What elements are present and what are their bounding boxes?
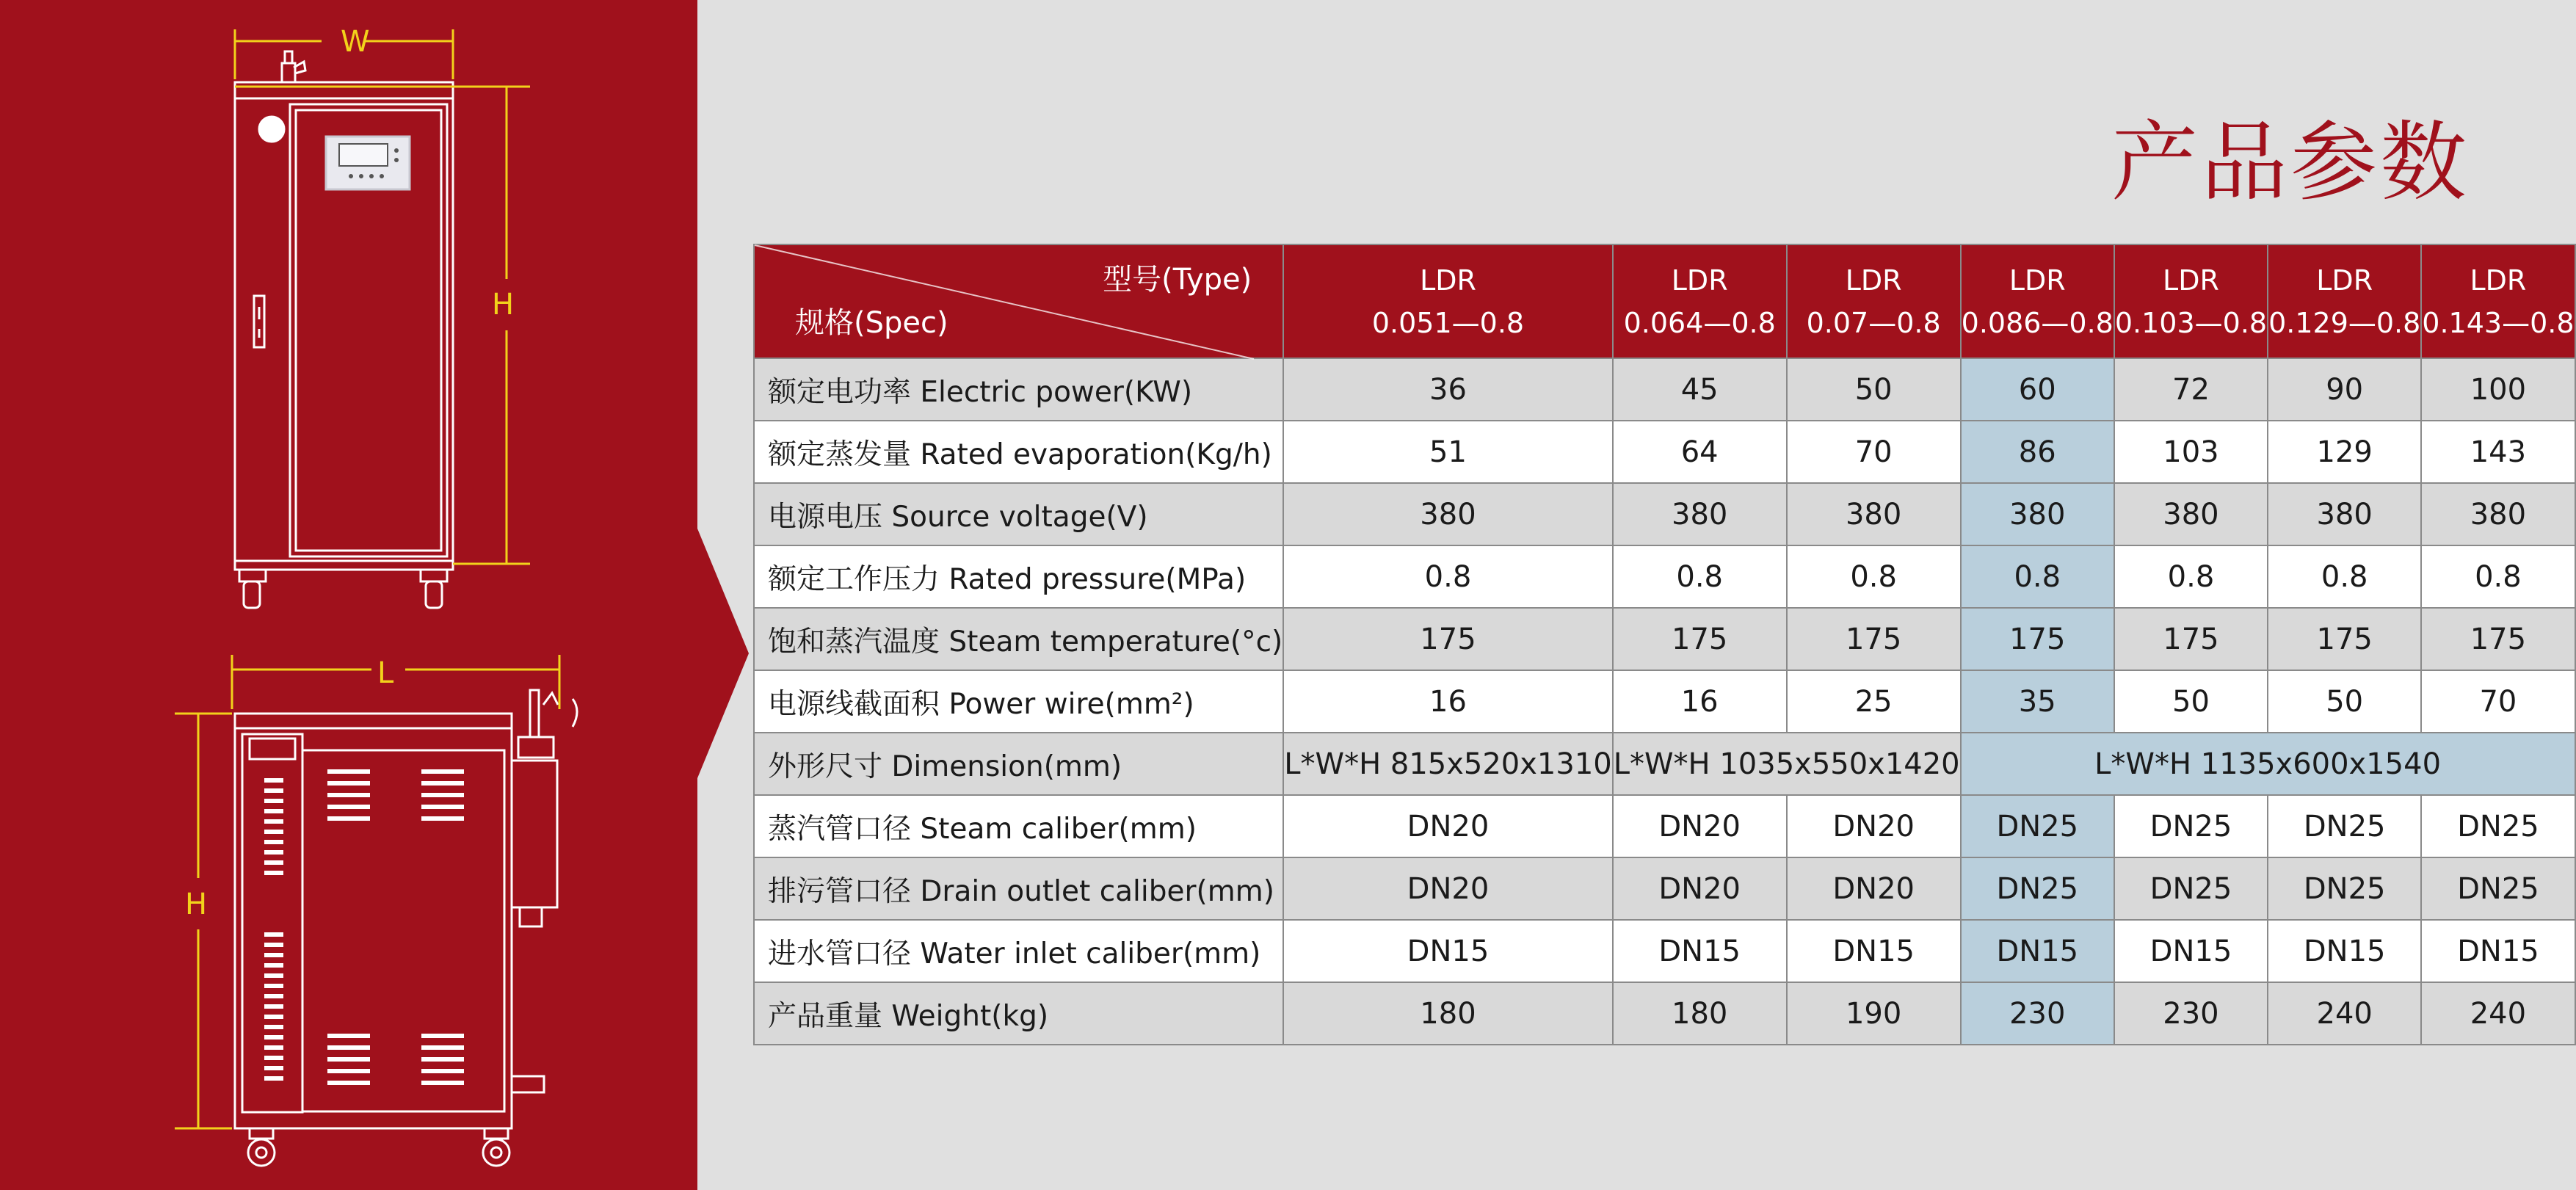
table-cell: 50 bbox=[1787, 358, 1961, 421]
table-header-row bbox=[754, 244, 2575, 358]
table-row bbox=[754, 670, 2575, 733]
table-row bbox=[754, 421, 2575, 483]
table-cell: L*W*H 1135x600x1540 bbox=[1961, 733, 2575, 795]
table-cell: DN20 bbox=[1283, 795, 1612, 857]
table-cell: DN20 bbox=[1787, 857, 1961, 920]
param-label: 额定蒸发量 Rated evaporation(Kg/h) bbox=[754, 421, 1283, 483]
table-row bbox=[754, 795, 2575, 857]
side-height-label: H bbox=[185, 888, 208, 921]
table-cell: DN20 bbox=[1613, 795, 1787, 857]
table-cell: 380 bbox=[1961, 483, 2114, 545]
table-cell: 64 bbox=[1613, 421, 1787, 483]
model-header: LDR 0.129—0.8 bbox=[2268, 244, 2421, 358]
table-row bbox=[754, 733, 2575, 795]
side-vent-slots bbox=[264, 769, 464, 1085]
table-cell: 175 bbox=[1613, 608, 1787, 670]
side-view-drawing bbox=[235, 690, 577, 1166]
table-row bbox=[754, 857, 2575, 920]
table-cell: 380 bbox=[2421, 483, 2575, 545]
table-row bbox=[754, 920, 2575, 982]
table-cell: 60 bbox=[1961, 358, 2114, 421]
table-cell: DN15 bbox=[2421, 920, 2575, 982]
table-cell: 0.8 bbox=[1283, 545, 1612, 608]
table-cell: DN15 bbox=[2114, 920, 2268, 982]
table-cell: 190 bbox=[1787, 982, 1961, 1045]
table-cell: DN20 bbox=[1613, 857, 1787, 920]
table-cell: 0.8 bbox=[2114, 545, 2268, 608]
table-cell: 100 bbox=[2421, 358, 2575, 421]
table-cell: 240 bbox=[2421, 982, 2575, 1045]
param-label: 额定电功率 Electric power(KW) bbox=[754, 358, 1283, 421]
table-cell: 230 bbox=[2114, 982, 2268, 1045]
front-view-drawing bbox=[235, 51, 453, 608]
front-width-label: W bbox=[341, 25, 370, 59]
table-cell: DN15 bbox=[2268, 920, 2421, 982]
table-cell: 0.8 bbox=[2421, 545, 2575, 608]
table-cell: 72 bbox=[2114, 358, 2268, 421]
table-cell: 175 bbox=[2114, 608, 2268, 670]
table-cell: DN20 bbox=[1283, 857, 1612, 920]
table-cell: DN25 bbox=[2114, 795, 2268, 857]
table-cell: 175 bbox=[2268, 608, 2421, 670]
table-cell: 380 bbox=[1613, 483, 1787, 545]
table-cell: 380 bbox=[1787, 483, 1961, 545]
table-cell: 0.8 bbox=[2268, 545, 2421, 608]
table-cell: DN25 bbox=[2421, 857, 2575, 920]
param-label: 蒸汽管口径 Steam caliber(mm) bbox=[754, 795, 1283, 857]
table-row bbox=[754, 358, 2575, 421]
page-title: 产品参数 bbox=[2111, 112, 2470, 213]
table-cell: 50 bbox=[2114, 670, 2268, 733]
param-label: 外形尺寸 Dimension(mm) bbox=[754, 733, 1283, 795]
param-label: 饱和蒸汽温度 Steam temperature(°c) bbox=[754, 608, 1283, 670]
spec-label: 规格(Spec) bbox=[795, 306, 948, 340]
table-cell: 240 bbox=[2268, 982, 2421, 1045]
header-corner-cell bbox=[754, 244, 1283, 358]
table-cell: DN15 bbox=[1961, 920, 2114, 982]
table-cell: 70 bbox=[1787, 421, 1961, 483]
table-cell: DN25 bbox=[1961, 857, 2114, 920]
table-cell: DN15 bbox=[1283, 920, 1612, 982]
param-label: 进水管口径 Water inlet caliber(mm) bbox=[754, 920, 1283, 982]
type-label: 型号(Type) bbox=[1103, 263, 1252, 297]
param-label: 排污管口径 Drain outlet caliber(mm) bbox=[754, 857, 1283, 920]
model-header: LDR 0.064—0.8 bbox=[1613, 244, 1787, 358]
table-cell: 129 bbox=[2268, 421, 2421, 483]
table-cell: 86 bbox=[1961, 421, 2114, 483]
table-cell: 175 bbox=[1961, 608, 2114, 670]
table-cell: 0.8 bbox=[1787, 545, 1961, 608]
param-label: 产品重量 Weight(kg) bbox=[754, 982, 1283, 1045]
table-cell: DN25 bbox=[2114, 857, 2268, 920]
front-height-label: H bbox=[492, 288, 515, 322]
table-cell: 35 bbox=[1961, 670, 2114, 733]
table-cell: 103 bbox=[2114, 421, 2268, 483]
side-length-label: L bbox=[377, 656, 394, 690]
table-cell: DN25 bbox=[2421, 795, 2575, 857]
table-cell: L*W*H 815x520x1310 bbox=[1283, 733, 1612, 795]
table-cell: 16 bbox=[1613, 670, 1787, 733]
table-cell: DN20 bbox=[1787, 795, 1961, 857]
table-cell: 230 bbox=[1961, 982, 2114, 1045]
table-cell: DN15 bbox=[1613, 920, 1787, 982]
table-cell: 143 bbox=[2421, 421, 2575, 483]
table-row bbox=[754, 545, 2575, 608]
table-cell: 180 bbox=[1283, 982, 1612, 1045]
table-cell: 16 bbox=[1283, 670, 1612, 733]
table-cell: DN25 bbox=[2268, 857, 2421, 920]
param-label: 额定工作压力 Rated pressure(MPa) bbox=[754, 545, 1283, 608]
table-cell: 0.8 bbox=[1961, 545, 2114, 608]
model-header: LDR 0.07—0.8 bbox=[1787, 244, 1961, 358]
model-header: LDR 0.051—0.8 bbox=[1283, 244, 1612, 358]
table-cell: 70 bbox=[2421, 670, 2575, 733]
table-cell: 51 bbox=[1283, 421, 1612, 483]
table-cell: 175 bbox=[2421, 608, 2575, 670]
boiler-outline-drawings bbox=[0, 0, 697, 1190]
table-cell: 180 bbox=[1613, 982, 1787, 1045]
table-cell: 380 bbox=[1283, 483, 1612, 545]
table-cell: 0.8 bbox=[1613, 545, 1787, 608]
table-cell: 380 bbox=[2114, 483, 2268, 545]
param-label: 电源电压 Source voltage(V) bbox=[754, 483, 1283, 545]
model-header: LDR 0.086—0.8 bbox=[1961, 244, 2114, 358]
panel-pointer-arrow bbox=[697, 529, 749, 778]
table-cell: 36 bbox=[1283, 358, 1612, 421]
table-row bbox=[754, 483, 2575, 545]
model-header: LDR 0.143—0.8 bbox=[2421, 244, 2575, 358]
table-cell: 175 bbox=[1787, 608, 1961, 670]
table-cell: 380 bbox=[2268, 483, 2421, 545]
table-row bbox=[754, 608, 2575, 670]
table-cell: 25 bbox=[1787, 670, 1961, 733]
table-cell: L*W*H 1035x550x1420 bbox=[1613, 733, 1961, 795]
spec-table bbox=[753, 244, 2576, 1045]
model-header: LDR 0.103—0.8 bbox=[2114, 244, 2268, 358]
table-cell: DN25 bbox=[2268, 795, 2421, 857]
table-row bbox=[754, 982, 2575, 1045]
table-cell: 45 bbox=[1613, 358, 1787, 421]
table-cell: 175 bbox=[1283, 608, 1612, 670]
table-cell: 50 bbox=[2268, 670, 2421, 733]
table-cell: DN15 bbox=[1787, 920, 1961, 982]
table-cell: 90 bbox=[2268, 358, 2421, 421]
param-label: 电源线截面积 Power wire(mm²) bbox=[754, 670, 1283, 733]
table-cell: DN25 bbox=[1961, 795, 2114, 857]
